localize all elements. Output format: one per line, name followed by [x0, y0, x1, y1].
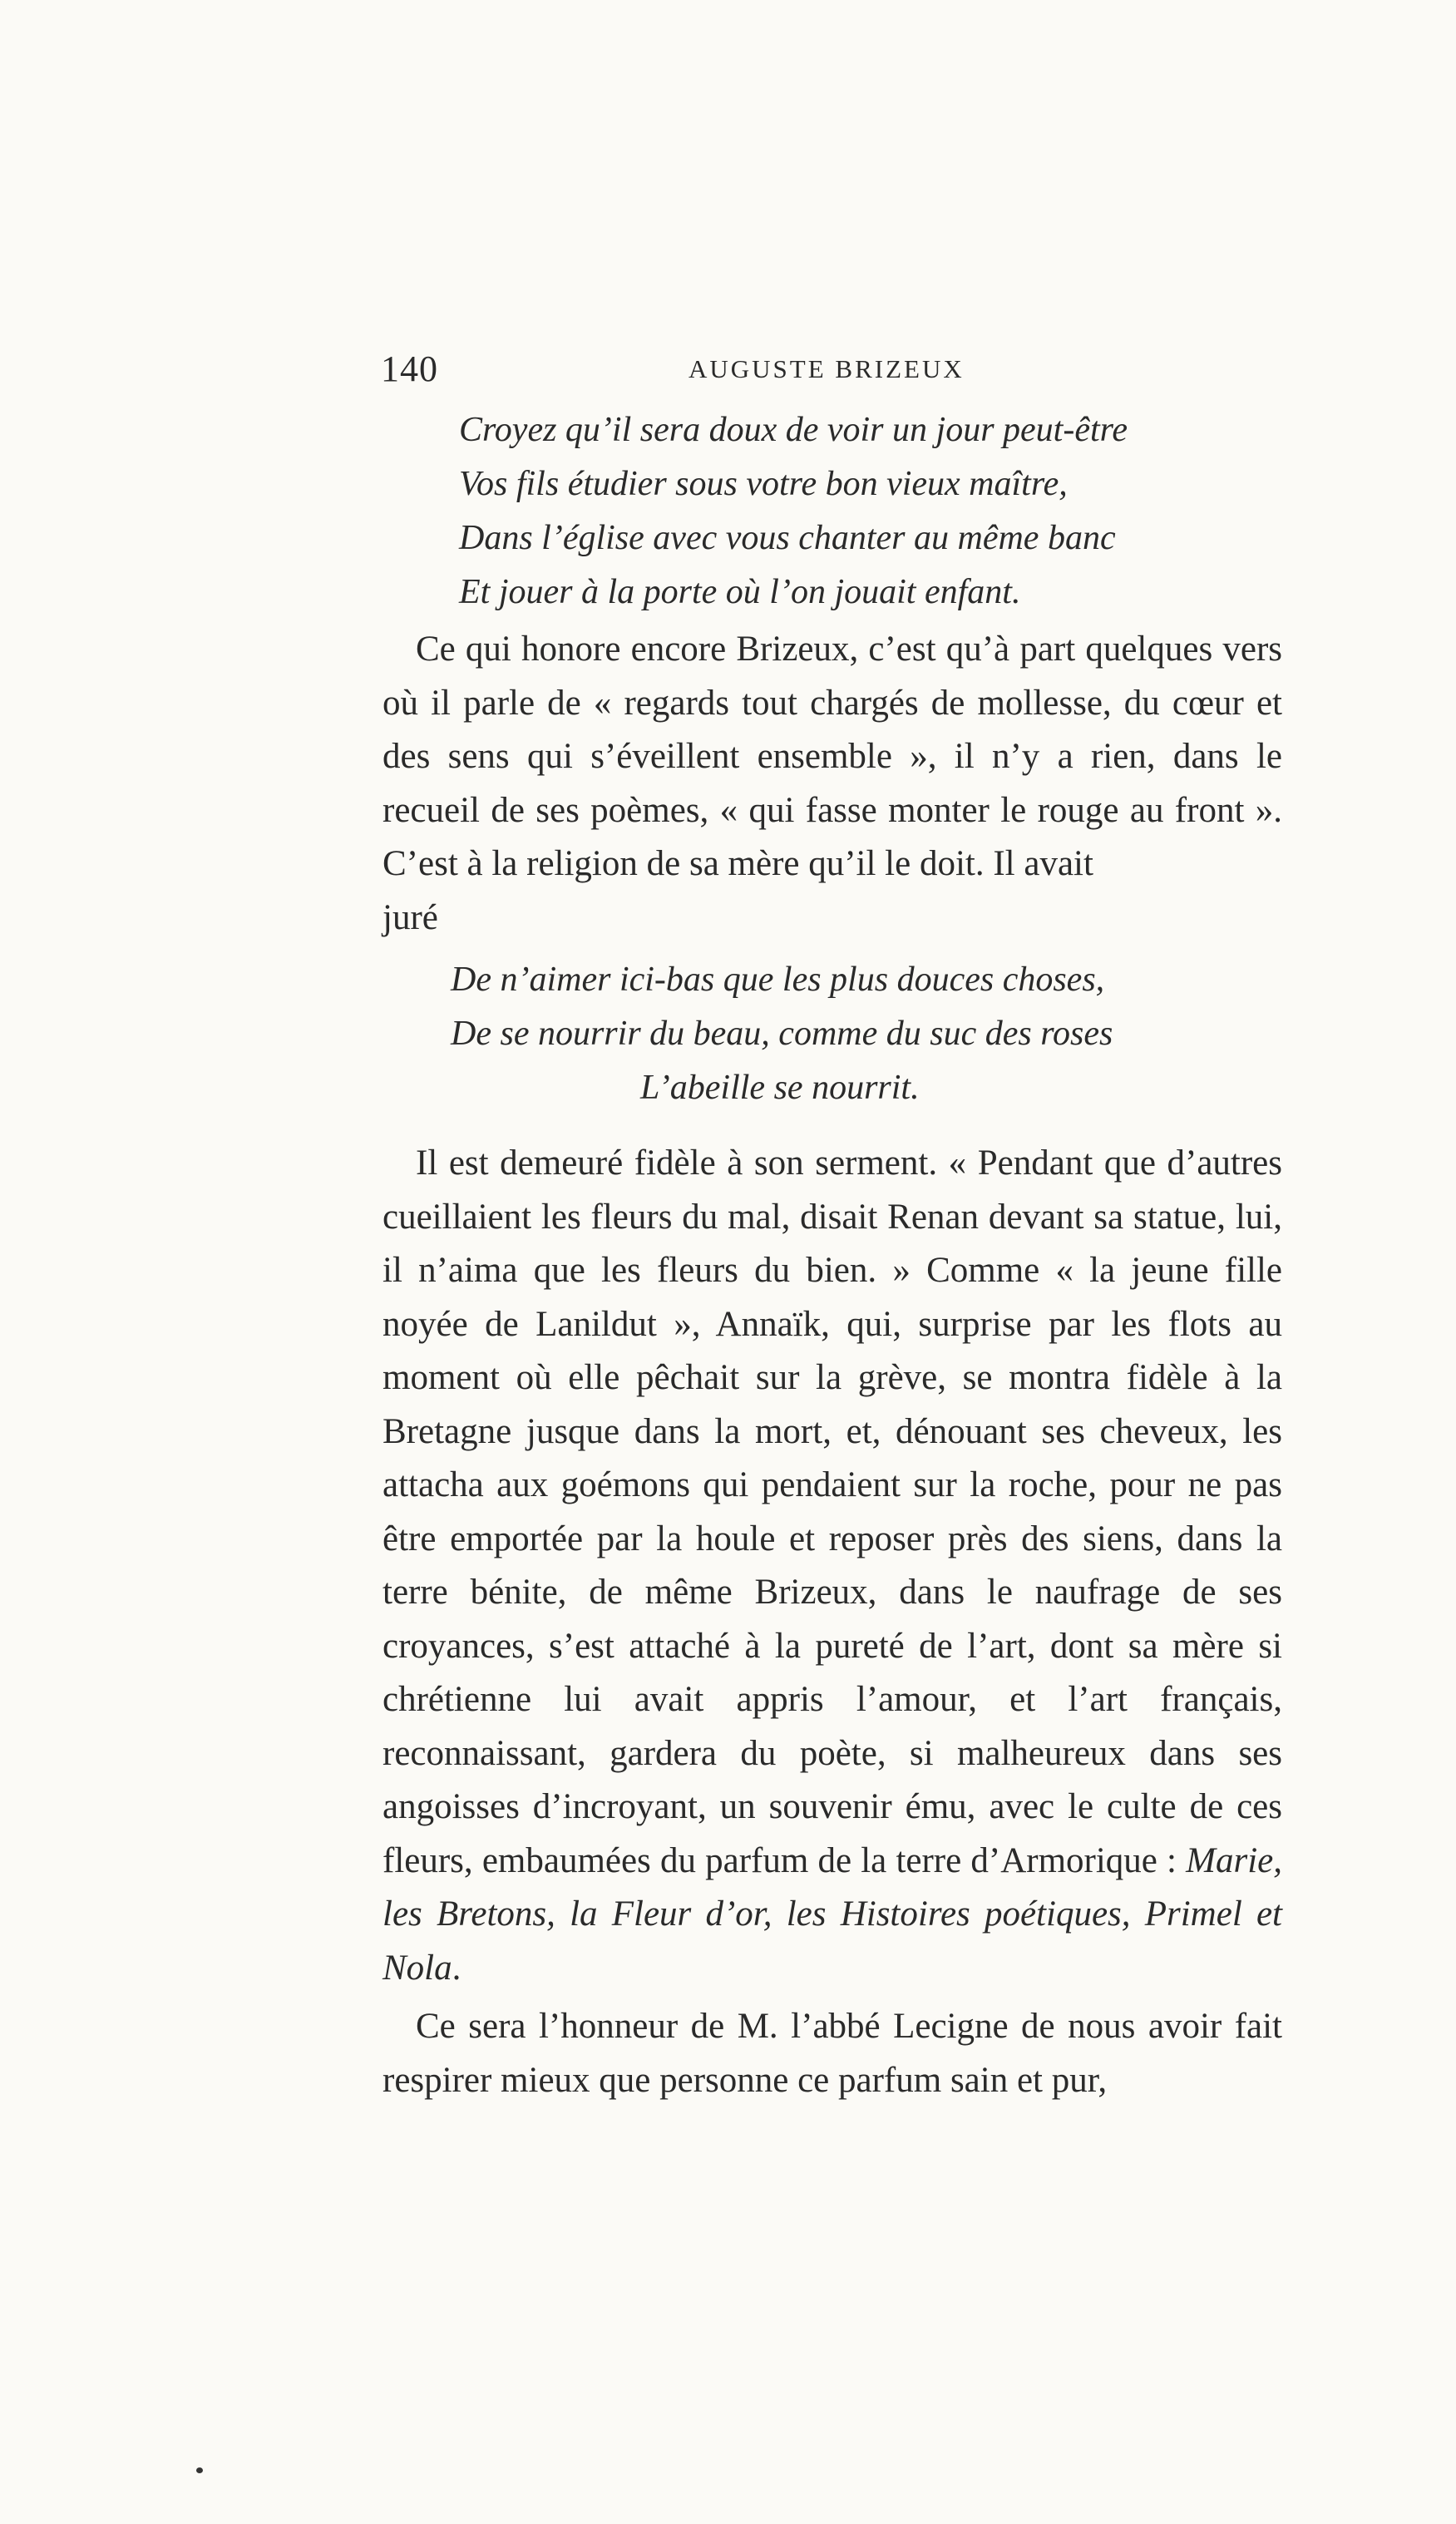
works-titles: Marie, les Bretons, la Fleur d’or, les Histoires poétiques, Primel et Nola	[383, 1840, 1282, 1988]
verse-line: Vos fils étudier sous votre bon vieux maître,	[459, 465, 1068, 503]
paragraph-3: Ce sera l’honneur de M. l’abbé Lecigne de nous avoir fait respirer mieux que personne ce parfum sain et pur,	[383, 2007, 1282, 2100]
verse-line: L’abeille se nourrit.	[640, 1069, 920, 1107]
verse-quotation-1	[383, 403, 1282, 620]
page-number: 140	[381, 348, 438, 389]
paragraph-2-text: Il est demeuré fidèle à son serment. « Pendant que d’autres cueillaient les fleurs du mal, disait Renan devant sa statue, lui, il n’aima que les fleurs du bien. » Comme « la jeune fille noyée de Lanildut », Annaïk, qui, surprise par les flots au moment où elle pêchait sur la grève, se montra fidèle à la Bretagne jusque dans la mort, et, dénouant ses cheveux, les attacha aux goémons qui pendaient sur la roche, pour ne pas être emportée par la houle et reposer près des siens, dans la terre bénite, de même Brizeux, dans le naufrage de ses croyances, s’est attaché à la pureté de l’art, dont sa mère si chrétienne lui avait appris l’amour, et l’art français, reconnaissant, gardera du poète, si malheureux dans ses angoisses d’incroyant, un souvenir ému, avec le culte de ces fleurs, embaumées du parfum de la terre d’Armorique :	[383, 1143, 1282, 1880]
verse-quotation-2	[383, 953, 1282, 1115]
verse-line: Et jouer à la porte où l’on jouait enfant.	[459, 573, 1021, 611]
verse-line: Croyez qu’il sera doux de voir un jour peut-être	[459, 411, 1128, 449]
page-body	[383, 403, 1282, 2107]
ink-speck	[196, 2467, 203, 2473]
paragraph-1-end: juré	[383, 897, 438, 937]
paragraph-1: Ce qui honore encore Brizeux, c’est qu’à part quelques vers où il parle de « regards tout chargés de mollesse, du cœur et des sens qui s’éveillent ensemble », il n’y a rien, dans le recueil de ses poèmes, « qui fasse monter le rouge au front ». C’est à la religion de sa mère qu’il le doit. Il avait	[383, 630, 1282, 883]
running-title: AUGUSTE BRIZEUX	[689, 354, 965, 383]
verse-line: De n’aimer ici-bas que les plus douces choses,	[451, 961, 1105, 999]
paragraph-2-end: .	[452, 1948, 461, 1988]
verse-line: Dans l’église avec vous chanter au même banc	[459, 519, 1116, 557]
paragraph-2	[383, 1137, 1282, 1995]
page-header	[381, 348, 963, 398]
verse-line: De se nourrir du beau, comme du suc des roses	[451, 1015, 1113, 1053]
